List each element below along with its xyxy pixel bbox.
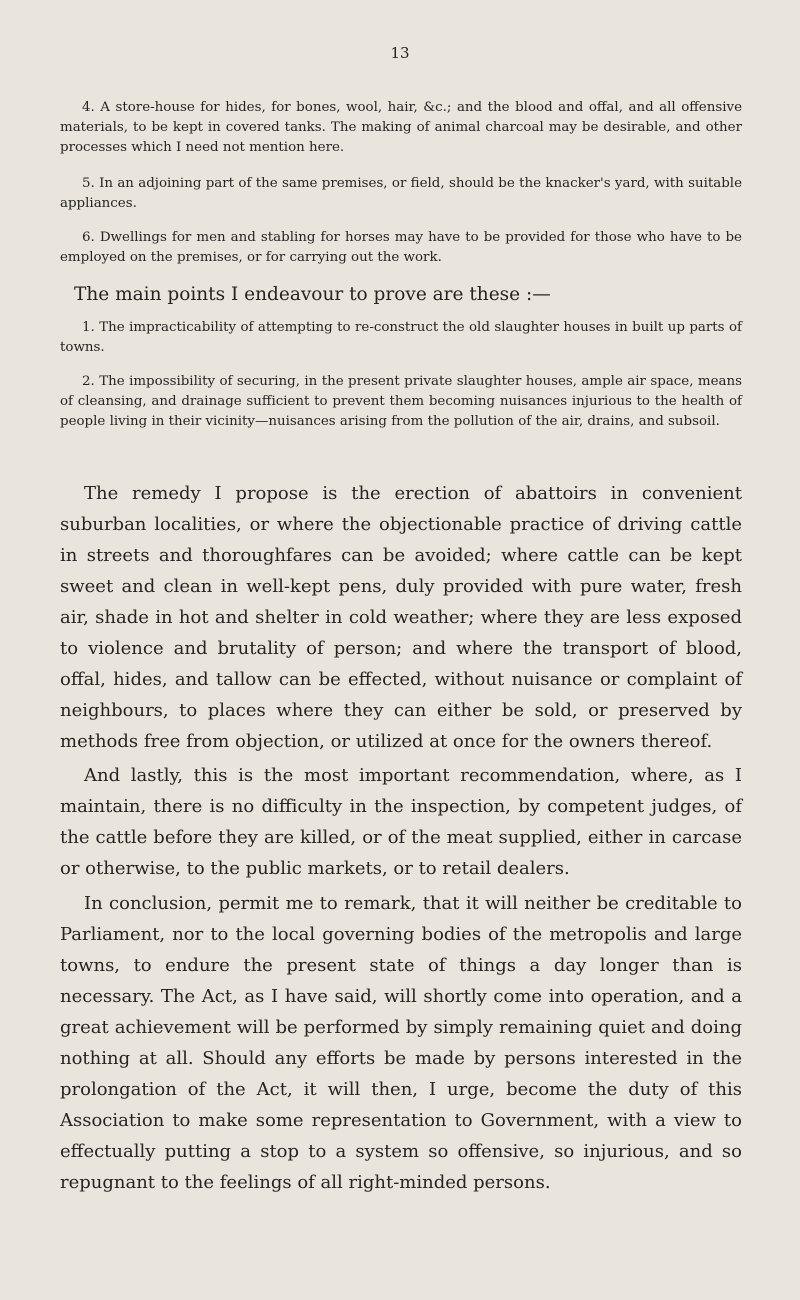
list-item: 6. Dwellings for men and stabling for horses may have to be provided for those who have to be employed on the premises, or for carrying out the work.	[60, 230, 742, 265]
body-paragraph: And lastly, this is the most important recommendation, where, as I maintain, there is no difficulty in the inspection, by competent judges, of the cattle before they are killed, or of the meat supplied, either in carcase or otherwise, to the public markets, or to retail dealers.	[60, 765, 742, 879]
list-item: 1. The impracticability of attempting to re-construct the old slaughter houses in built up parts of towns.	[60, 320, 742, 355]
list-item: 5. In an adjoining part of the same premises, or field, should be the knacker's yard, with suitable appliances.	[60, 176, 742, 211]
section-heading: The main points I endeavour to prove are these :—	[74, 284, 551, 305]
page-number: 13	[390, 44, 410, 62]
list-item: 2. The impossibility of securing, in the present private slaughter houses, ample air space, means of cleansing, and drainage sufficient to prevent them becoming nuisances injurious to the health of people living in their vicinity—nuisances arising from the pollution of the air, drains, and subsoil.	[60, 374, 742, 429]
list-item: 4. A store-house for hides, for bones, wool, hair, &c.; and the blood and offal, and all offensive materials, to be kept in covered tanks. The making of animal charcoal may be desirable, and other processes which I need not mention here.	[60, 100, 742, 155]
body-paragraph: In conclusion, permit me to remark, that it will neither be creditable to Parliament, nor to the local governing bodies of the metropolis and large towns, to endure the present state of things a day longer than is necessary. The Act, as I have said, will shortly come into operation, and a great achievement will be performed by simply remaining quiet and doing nothing at all. Should any efforts be made by persons interested in the prolongation of the Act, it will then, I urge, become the duty of this Association to make some representation to Government, with a view to effectually putting a stop to a system so offensive, so injurious, and so repugnant to the feelings of all right-minded persons.	[60, 893, 742, 1193]
body-paragraph: The remedy I propose is the erection of abattoirs in convenient suburban localities, or where the objectionable practice of driving cattle in streets and thoroughfares can be avoided; where cattle can be kept sweet and clean in well-kept pens, duly provided with pure water, fresh air, shade in hot and shelter in cold weather; where they are less exposed to violence and brutality of person; and where the transport of blood, offal, hides, and tallow can be effected, without nuisance or complaint of neighbours, to places where they can either be sold, or preserved by methods free from objection, or utilized at once for the owners thereof.	[60, 483, 742, 752]
